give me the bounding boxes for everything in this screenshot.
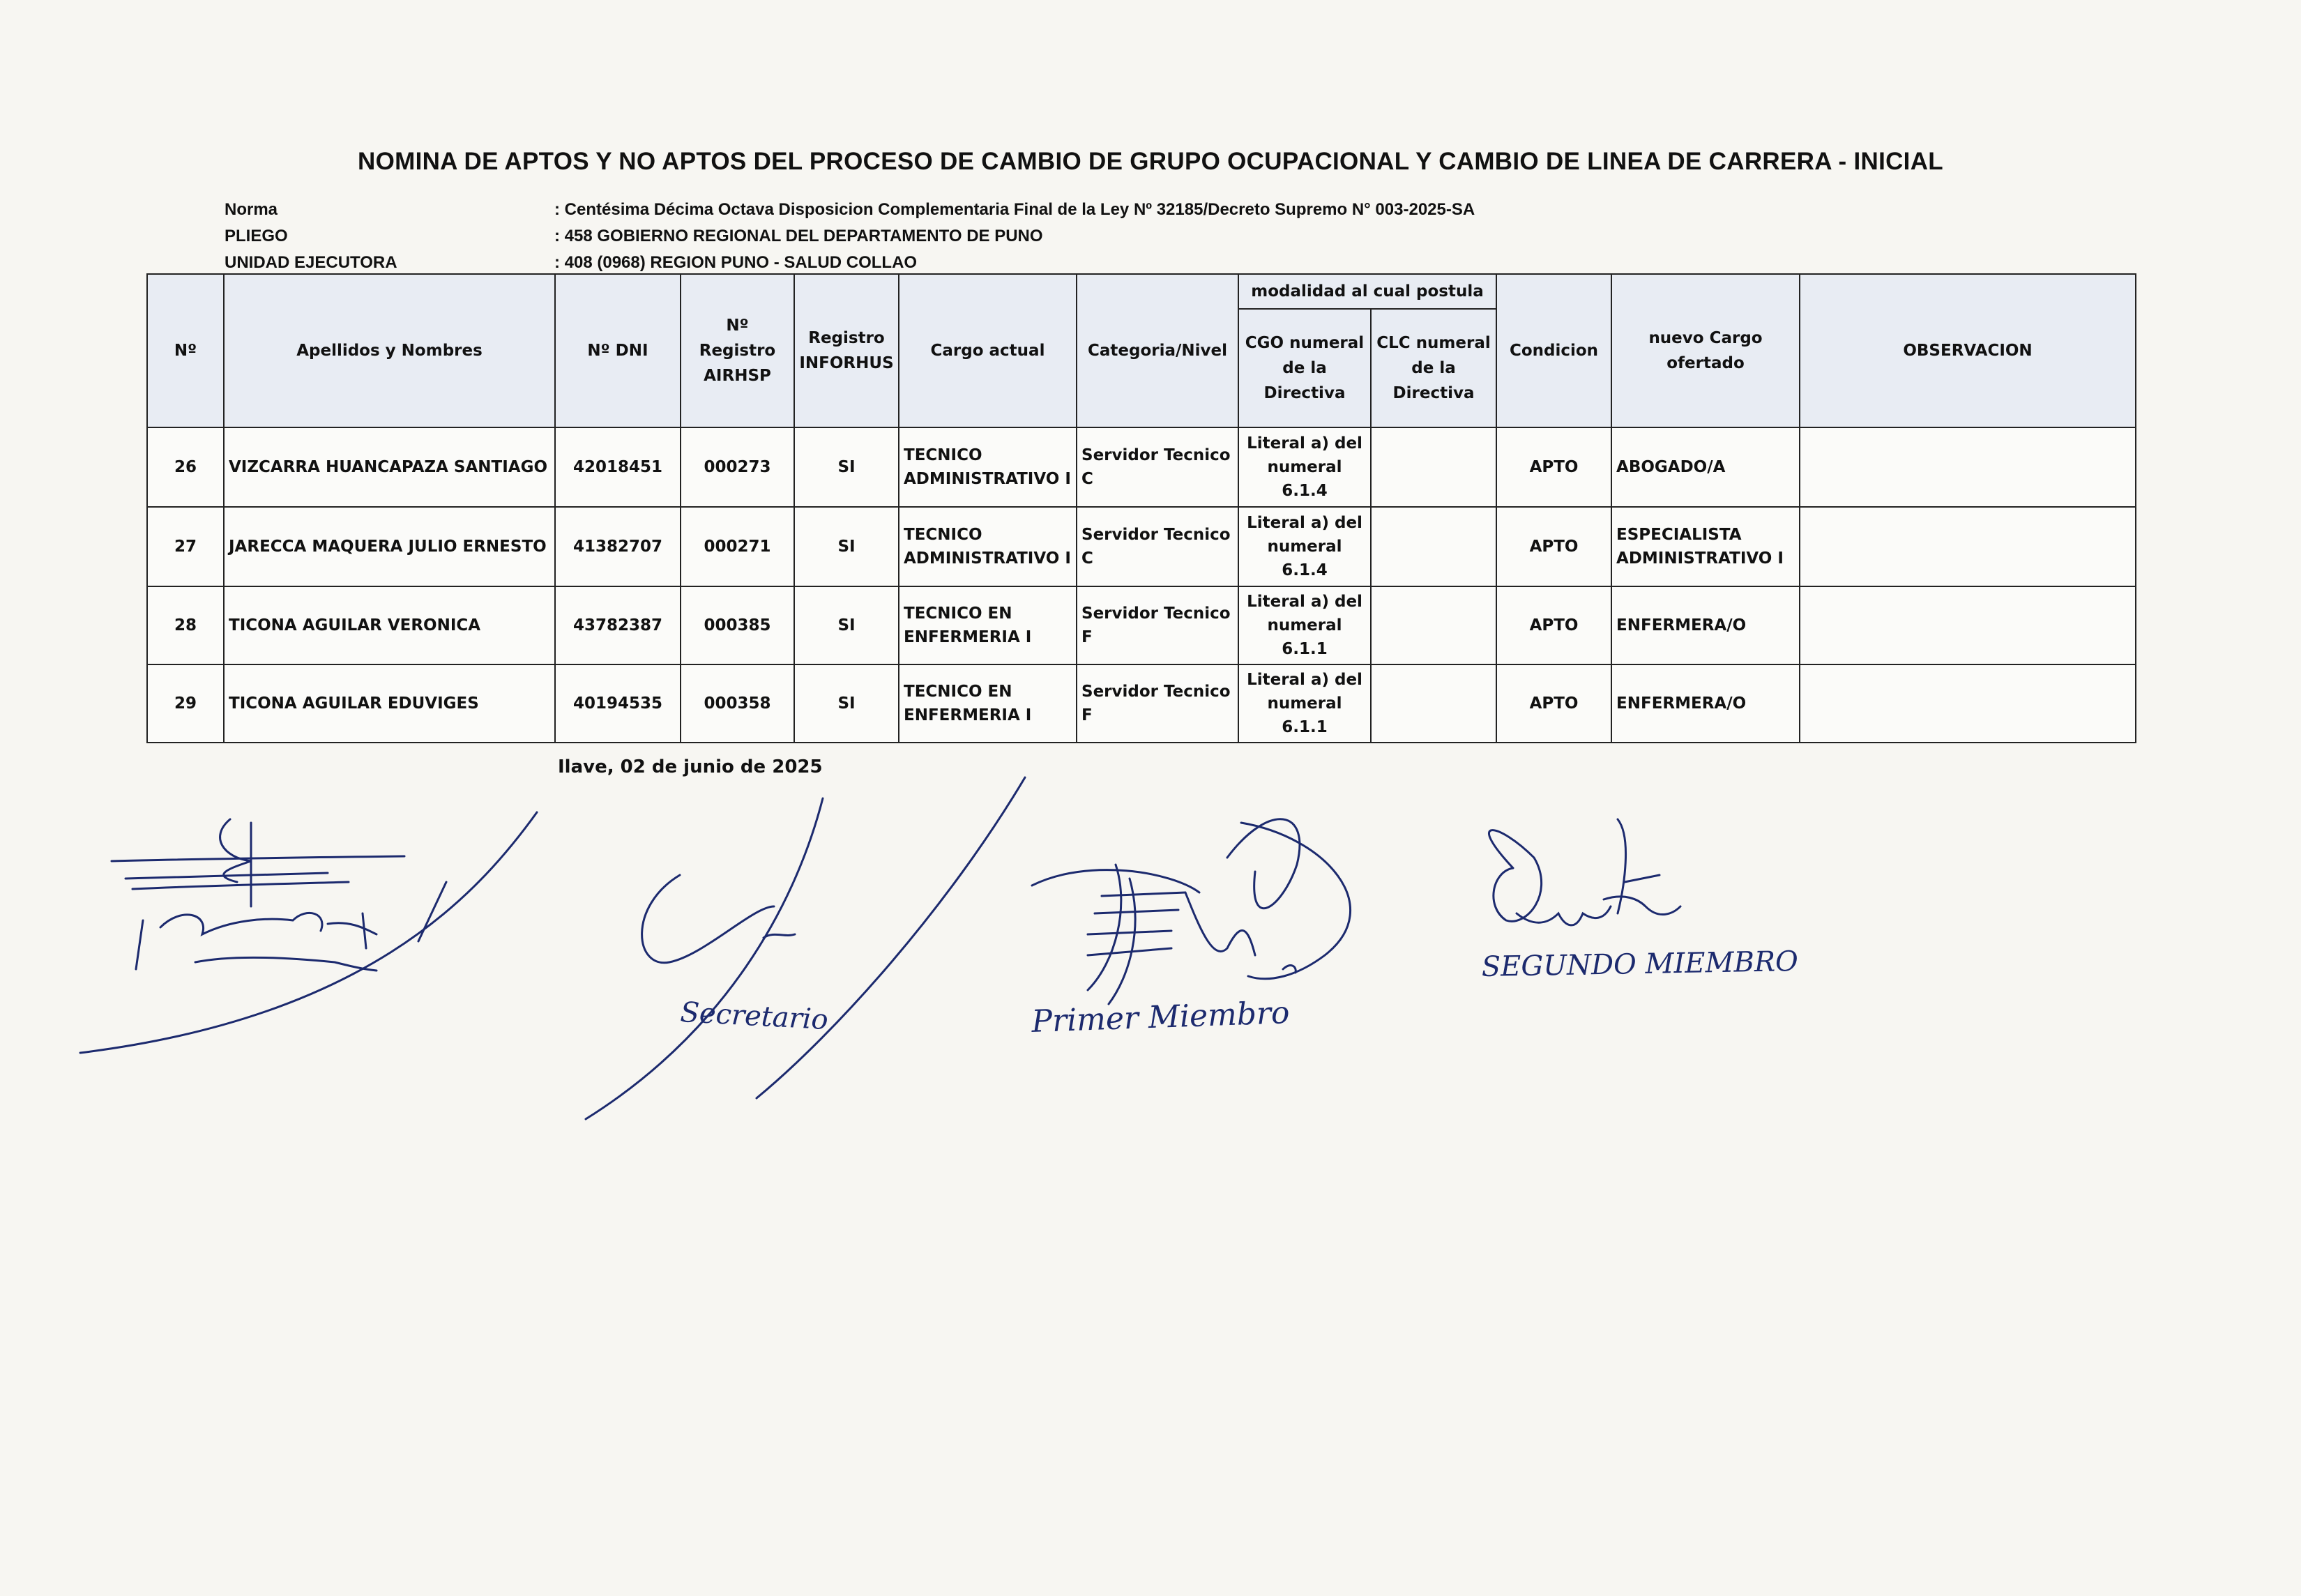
cell-cargo: TECNICO EN ENFERMERIA I (899, 586, 1077, 664)
cell-nombre: JARECCA MAQUERA JULIO ERNESTO (224, 507, 555, 586)
header-nuevo-cargo: nuevo Cargo ofertado (1611, 274, 1800, 427)
header-cargo-actual: Cargo actual (899, 274, 1077, 427)
cell-condicion: APTO (1496, 507, 1611, 586)
cell-dni: 42018451 (555, 427, 681, 507)
header-categoria: Categoria/Nivel (1077, 274, 1238, 427)
cell-inforhus: SI (794, 507, 899, 586)
cell-nombre: TICONA AGUILAR VERONICA (224, 586, 555, 664)
header-observacion: OBSERVACION (1800, 274, 2136, 427)
cell-cargo: TECNICO ADMINISTRATIVO I (899, 507, 1077, 586)
cell-condicion: APTO (1496, 586, 1611, 664)
cell-categoria: Servidor Tecnico C (1077, 427, 1238, 507)
cell-cgo: Literal a) del numeral 6.1.4 (1238, 507, 1371, 586)
cell-n: 28 (147, 586, 224, 664)
header-nombres: Apellidos y Nombres (224, 274, 555, 427)
meta-label: UNIDAD EJECUTORA (225, 253, 397, 272)
cell-categoria: Servidor Tecnico F (1077, 586, 1238, 664)
cell-inforhus: SI (794, 586, 899, 664)
cell-nuevo-cargo: ENFERMERA/O (1611, 664, 1800, 743)
cell-cgo: Literal a) del numeral 6.1.4 (1238, 427, 1371, 507)
meta-value: : Centésima Décima Octava Disposicion Complementaria Final de la Ley Nº 32185/Decreto Supremo N° 003-2025-SA (554, 200, 1475, 219)
header-airhsp: Nº Registro AIRHSP (681, 274, 794, 427)
cell-cargo: TECNICO ADMINISTRATIVO I (899, 427, 1077, 507)
cell-dni: 41382707 (555, 507, 681, 586)
cell-n: 29 (147, 664, 224, 743)
signature-primer-miembro (1032, 819, 1351, 1004)
meta-label: PLIEGO (225, 227, 288, 245)
cell-categoria: Servidor Tecnico C (1077, 507, 1238, 586)
document-title: NOMINA DE APTOS Y NO APTOS DEL PROCESO DE CAMBIO DE GRUPO OCUPACIONAL Y CAMBIO DE LINEA DE CARRERA - INICIAL (358, 148, 1943, 175)
cell-condicion: APTO (1496, 427, 1611, 507)
cell-airhsp: 000358 (681, 664, 794, 743)
header-cgo: CGO numeral de la Directiva (1238, 309, 1371, 427)
header-modalidad: modalidad al cual postula (1238, 274, 1496, 309)
cell-nombre: VIZCARRA HUANCAPAZA SANTIAGO (224, 427, 555, 507)
header-condicion: Condicion (1496, 274, 1611, 427)
cell-cargo: TECNICO EN ENFERMERIA I (899, 664, 1077, 743)
place-date: Ilave, 02 de junio de 2025 (558, 757, 823, 777)
cell-airhsp: 000273 (681, 427, 794, 507)
meta-label: Norma (225, 200, 278, 219)
cell-n: 26 (147, 427, 224, 507)
cell-dni: 40194535 (555, 664, 681, 743)
meta-value: : 408 (0968) REGION PUNO - SALUD COLLAO (554, 253, 918, 272)
cell-categoria: Servidor Tecnico F (1077, 664, 1238, 743)
meta-value: : 458 GOBIERNO REGIONAL DEL DEPARTAMENTO DE PUNO (554, 227, 1043, 245)
signature-secretario (586, 777, 1025, 1119)
signature-caption-presidente: Presidente Comision (134, 923, 428, 976)
signature-caption-segundo-miembro: SEGUNDO MIEMBRO (1481, 945, 1799, 983)
cell-dni: 43782387 (555, 586, 681, 664)
cell-condicion: APTO (1496, 664, 1611, 743)
cell-inforhus: SI (794, 427, 899, 507)
signature-caption-primer-miembro: Primer Miembro (1031, 995, 1291, 1040)
header-dni: Nº DNI (555, 274, 681, 427)
cell-n: 27 (147, 507, 224, 586)
header-inforhus: Registro INFORHUS (794, 274, 899, 427)
signature-segundo-miembro (1489, 819, 1680, 925)
cell-nombre: TICONA AGUILAR EDUVIGES (224, 664, 555, 743)
cell-nuevo-cargo: ESPECIALISTA ADMINISTRATIVO I (1611, 507, 1800, 586)
cell-cgo: Literal a) del numeral 6.1.1 (1238, 664, 1371, 743)
header-n: Nº (147, 274, 224, 427)
header-clc: CLC numeral de la Directiva (1371, 309, 1496, 427)
cell-airhsp: 000385 (681, 586, 794, 664)
cell-nuevo-cargo: ABOGADO/A (1611, 427, 1800, 507)
cell-airhsp: 000271 (681, 507, 794, 586)
cell-inforhus: SI (794, 664, 899, 743)
cell-nuevo-cargo: ENFERMERA/O (1611, 586, 1800, 664)
cell-cgo: Literal a) del numeral 6.1.1 (1238, 586, 1371, 664)
signature-caption-secretario: Secretario (679, 996, 829, 1037)
